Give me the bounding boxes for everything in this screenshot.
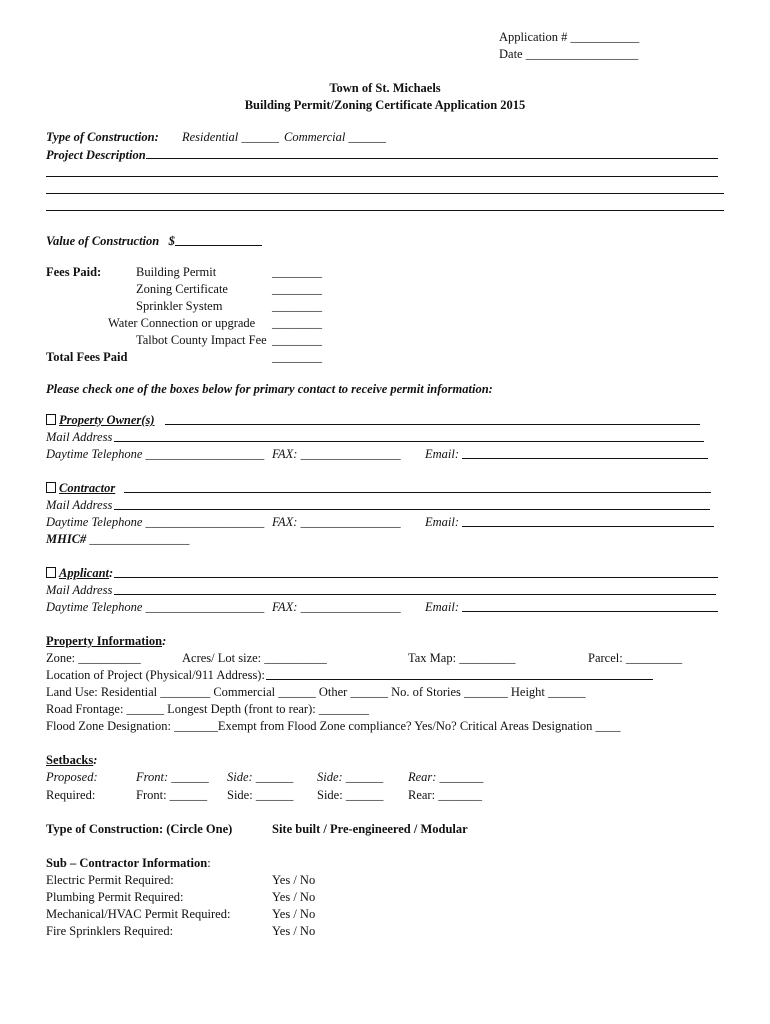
fee-sprinkler-system: Sprinkler System	[136, 299, 223, 313]
owner-checkbox[interactable]	[46, 414, 56, 425]
required-front[interactable]: Front: ______	[136, 788, 208, 802]
owner-mail-line[interactable]	[114, 441, 704, 442]
owner-name-line[interactable]	[165, 424, 700, 425]
value-input[interactable]	[175, 233, 262, 246]
fire-sprinklers-choice[interactable]: Yes / No	[272, 924, 316, 938]
owner-label: Property Owner(s)	[59, 413, 155, 427]
parcel-field[interactable]: Parcel: _________	[588, 651, 683, 665]
town-title: Town of St. Michaels	[329, 81, 441, 95]
value-of-construction-label	[46, 233, 262, 249]
contractor-label: Contractor	[59, 481, 116, 495]
owner-mail-label: Mail Address	[46, 430, 113, 444]
applicant-mail-line[interactable]	[114, 594, 716, 595]
project-description-line-4[interactable]	[46, 210, 724, 211]
applicant-colon: :	[109, 566, 114, 580]
setbacks-heading-text: Setbacks	[46, 753, 94, 767]
zone-field[interactable]: Zone: __________	[46, 651, 141, 665]
form-title: Building Permit/Zoning Certificate Application 2015	[244, 98, 526, 112]
owner-phone-text: Daytime Telephone	[46, 447, 143, 461]
fee-building-permit: Building Permit	[136, 265, 217, 279]
fee-blank-5[interactable]: ________	[272, 333, 322, 347]
contractor-phone-text: Daytime Telephone	[46, 515, 143, 529]
owner-phone-blank[interactable]: ___________________	[145, 447, 265, 461]
mechanical-permit-label: Mechanical/HVAC Permit Required:	[46, 907, 231, 921]
applicant-email-label: Email:	[425, 600, 460, 614]
contractor-phone-blank[interactable]: ___________________	[145, 515, 265, 529]
tax-map-field[interactable]: Tax Map: _________	[408, 651, 516, 665]
subcontractor-heading-colon: :	[207, 856, 211, 870]
construction-type-label: Type of Construction:	[46, 130, 159, 144]
mhic-text: MHIC#	[46, 532, 87, 546]
contractor-mail-line[interactable]	[114, 509, 710, 510]
project-description-label: Project Description	[46, 148, 146, 162]
application-number[interactable]: Application # ___________	[499, 30, 640, 44]
project-description-line-3[interactable]	[46, 193, 724, 194]
applicant-phone-text: Daytime Telephone	[46, 600, 143, 614]
fee-impact-fee: Talbot County Impact Fee	[136, 333, 267, 347]
contractor-phone-label	[46, 515, 264, 530]
owner-phone-label	[46, 447, 264, 462]
setbacks-heading-colon: :	[93, 753, 98, 767]
mechanical-permit-choice[interactable]: Yes / No	[272, 907, 316, 921]
construction-circle-label: Type of Construction: (Circle One)	[46, 822, 233, 836]
electric-permit-choice[interactable]: Yes / No	[272, 873, 316, 887]
applicant-mail-label: Mail Address	[46, 583, 113, 597]
fire-sprinklers-label: Fire Sprinklers Required:	[46, 924, 174, 938]
contractor-fax-text: FAX:	[272, 515, 298, 529]
applicant-phone-blank[interactable]: ___________________	[145, 600, 265, 614]
applicant-checkbox[interactable]	[46, 567, 56, 578]
subcontractor-heading	[46, 856, 211, 871]
land-use-row[interactable]: Land Use: Residential ________ Commercial ______ Other ______ No. of Stories _______ Height ______	[46, 685, 586, 699]
applicant-fax-label	[272, 600, 401, 615]
setbacks-required-label: Required:	[46, 788, 96, 802]
contractor-email-line[interactable]	[462, 526, 714, 527]
required-side-1[interactable]: Side: ______	[227, 788, 294, 802]
proposed-side-2[interactable]: Side: ______	[317, 770, 384, 784]
contractor-checkbox-row[interactable]	[46, 481, 115, 496]
owner-fax-text: FAX:	[272, 447, 298, 461]
total-fees-label: Total Fees Paid	[46, 350, 128, 364]
applicant-fax-blank[interactable]: ________________	[300, 600, 401, 614]
date-field[interactable]: Date __________________	[499, 47, 639, 61]
owner-email-line[interactable]	[462, 458, 708, 459]
owner-fax-label	[272, 447, 401, 462]
property-heading-text: Property Information	[46, 634, 163, 648]
proposed-front[interactable]: Front: ______	[136, 770, 209, 784]
required-side-2[interactable]: Side: ______	[317, 788, 384, 802]
subcontractor-heading-text: Sub – Contractor Information	[46, 856, 208, 870]
road-frontage-row[interactable]: Road Frontage: ______ Longest Depth (front to rear): ________	[46, 702, 369, 716]
fee-blank-3[interactable]: ________	[272, 299, 322, 313]
property-heading-colon: :	[162, 634, 167, 648]
applicant-label: Applicant	[59, 566, 110, 580]
applicant-fax-text: FAX:	[272, 600, 298, 614]
owner-checkbox-row[interactable]	[46, 413, 154, 428]
project-description-line-2[interactable]	[46, 176, 718, 177]
contact-instruction: Please check one of the boxes below for primary contact to receive permit information:	[46, 382, 493, 396]
applicant-checkbox-row[interactable]	[46, 566, 113, 581]
fee-blank-1[interactable]: ________	[272, 265, 322, 279]
proposed-side-1[interactable]: Side: ______	[227, 770, 294, 784]
electric-permit-label: Electric Permit Required:	[46, 873, 174, 887]
plumbing-permit-choice[interactable]: Yes / No	[272, 890, 316, 904]
project-description-line-1[interactable]	[146, 158, 718, 159]
location-line[interactable]	[266, 679, 653, 680]
contractor-email-label: Email:	[425, 515, 460, 529]
fee-blank-2[interactable]: ________	[272, 282, 322, 296]
construction-circle-options[interactable]: Site built / Pre-engineered / Modular	[272, 822, 468, 836]
residential-option[interactable]: Residential ______	[182, 130, 279, 144]
fee-blank-4[interactable]: ________	[272, 316, 322, 330]
applicant-email-line[interactable]	[462, 611, 718, 612]
value-label-text: Value of Construction	[46, 234, 160, 248]
location-label: Location of Project (Physical/911 Address):	[46, 668, 265, 682]
contractor-checkbox[interactable]	[46, 482, 56, 493]
proposed-rear[interactable]: Rear: _______	[408, 770, 484, 784]
contractor-fax-blank[interactable]: ________________	[300, 515, 401, 529]
setbacks-heading	[46, 753, 97, 768]
plumbing-permit-label: Plumbing Permit Required:	[46, 890, 184, 904]
fee-zoning-certificate: Zoning Certificate	[136, 282, 228, 296]
mhic-blank[interactable]: ________________	[89, 532, 190, 546]
acres-field[interactable]: Acres/ Lot size: __________	[182, 651, 327, 665]
property-info-heading	[46, 634, 166, 649]
contractor-name-line[interactable]	[124, 492, 711, 493]
required-rear[interactable]: Rear: _______	[408, 788, 482, 802]
applicant-name-line[interactable]	[114, 577, 718, 578]
owner-fax-blank[interactable]: ________________	[300, 447, 401, 461]
fee-water-connection: Water Connection or upgrade	[108, 316, 256, 330]
applicant-phone-label	[46, 600, 264, 615]
contractor-fax-label	[272, 515, 401, 530]
flood-zone-row[interactable]: Flood Zone Designation: _______Exempt from Flood Zone compliance? Yes/No? Critical Areas Designation ____	[46, 719, 621, 733]
total-fees-blank[interactable]: ________	[272, 350, 322, 364]
mhic-label	[46, 532, 189, 547]
setbacks-proposed-label: Proposed:	[46, 770, 98, 784]
contractor-mail-label: Mail Address	[46, 498, 113, 512]
commercial-option[interactable]: Commercial ______	[284, 130, 386, 144]
owner-email-label: Email:	[425, 447, 460, 461]
fees-paid-label: Fees Paid:	[46, 265, 102, 279]
value-currency: $	[168, 234, 175, 248]
